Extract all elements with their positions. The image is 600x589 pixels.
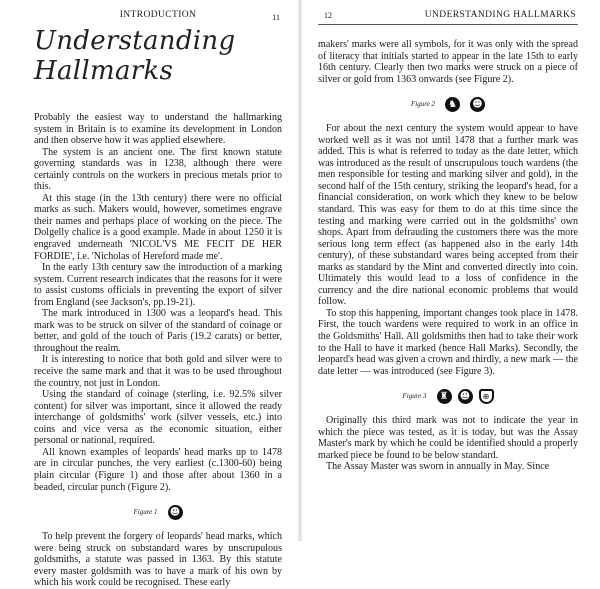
paragraph: It is interesting to notice that both gold and silver were to receive the same mark and that it was to be used throughout the country, not just in London. bbox=[34, 354, 282, 389]
page-number: 12 bbox=[324, 11, 332, 20]
paragraph: For about the next century the system would appear to have worked well as it was not until 1478 that a further mark was added. This is what is referred to today as the date letter, which was introduced as the result of unscrupulous touch wardens (the men responsible for testing and marking silver and gold), in the second half of the 15th century, striking the leopard's head, for a financial consideration, on work which they knew to be below standard. This was easy for them to do at this time since the testing and marking were carried out in the goldsmiths' own shops. Apart from defrauding the customers there was the more serious long term effect (as happened also in the early 14th century), of these substandard wares being accepted from their marks as standard by the Mint and converted directly into coin. Ultimately this would lead to a loss of confidence in the currency and the dire national economic problems that would follow. bbox=[318, 123, 578, 308]
figure-1 bbox=[34, 498, 282, 526]
paragraph: The Assay Master was sworn in annually in May. Since bbox=[326, 461, 550, 473]
running-head-right bbox=[318, 10, 578, 25]
paragraph: The mark introduced in 1300 was a leopard's head. This mark was to be struck on silver of the standard of coinage or better, and gold of the touch of Paris (19.2 carats) or better, throughout the realm. bbox=[34, 308, 282, 354]
paragraph: The system is an ancient one. The first known statute governing standards was in 1238, although there were certainly controls on the workers in precious metals prior to this. bbox=[34, 146, 282, 193]
left-page bbox=[0, 0, 296, 589]
paragraph: At this stage (in the 13th century) there were no official marks as such. Makers would, however, sometimes engrave their names and perhaps place of working on the piece. The Dolgelly chalice is a good example. Made in about 1250 it is engraved underneath 'NICOL'VS ME FECIT DE HER FORDIE', i.e. 'Nicholas of Hereford made me'. bbox=[34, 192, 282, 262]
maker-mark-icon: ♞ bbox=[445, 97, 460, 112]
date-letter-mark-icon: ⊕ bbox=[479, 389, 494, 404]
paragraph: To stop this happening, important changes took place in 1478. First, the touch wardens were required to work in an office in the Goldsmiths' Hall. All goldsmiths then had to take their work to the Hall to have it marked (hence Hall Marks). Secondly, the leopard's head was given a crown and thirdly, a new mark — the date letter — was introduced (see Figure 3). bbox=[318, 307, 578, 377]
figure-label: Figure 1 bbox=[133, 508, 158, 517]
paragraph: To help prevent the forgery of leopards' head marks, which were being struck on substandard wares by unscrupulous goldsmiths, a statute was passed in 1363. By this statute every master goldsmith was to have a mark of his own by which his work could be recognised. These early bbox=[34, 531, 282, 589]
paragraph: All known examples of leopards' head marks up to 1478 are in circular punches, the very earliest (c.1300-60) being plain circular (Figure 1) and those after about 1360 in a beaded, circular punch (Figure 2). bbox=[34, 446, 282, 493]
right-page bbox=[304, 0, 600, 541]
crowned-leopard-head-mark-icon: ☻ bbox=[458, 389, 473, 404]
page-number: 11 bbox=[272, 13, 280, 22]
figure-2 bbox=[318, 90, 578, 118]
leopard-head-mark-icon: ☻ bbox=[470, 97, 485, 112]
paragraph: In the early 13th century saw the introduction of a marking system. Current research indicates that the reasons for it were to assist customs officials in preventing the export of silver from England (see Jackson's, pp.19-21). bbox=[34, 262, 282, 308]
maker-mark-icon: ♜ bbox=[437, 389, 452, 404]
running-head-title: UNDERSTANDING HALLMARKS bbox=[424, 10, 576, 20]
figure-label: Figure 3 bbox=[402, 392, 427, 401]
chapter-title: Understanding Hallmarks bbox=[34, 26, 236, 86]
paragraph: Probably the easiest way to understand the hallmarking system in Britain is to examine its development in London and then observe how it was applied elsewhere. bbox=[34, 112, 282, 147]
paragraph: Originally this third mark was not to indicate the year in which the piece was tested, as it is today, but was the Assay Master's mark by which he could be identified should a properly marked piece be found to be below standard. bbox=[318, 415, 578, 461]
book-gutter bbox=[298, 0, 302, 541]
figure-3-marks bbox=[437, 389, 494, 404]
paragraph: makers' marks were all symbols, for it was only with the spread of literacy that initials started to appear in the late 15th to early 16th century. Clearly then two marks were struck on a piece of silver or gold from 1363 onwards (see Figure 2). bbox=[318, 39, 578, 85]
figure-label: Figure 2 bbox=[410, 100, 436, 109]
running-head-title: INTRODUCTION bbox=[119, 10, 197, 20]
running-head-left bbox=[34, 10, 282, 24]
figure-3 bbox=[318, 382, 578, 410]
paragraph: Using the standard of coinage (sterling, i.e. 92.5% silver content) for silver was important, since it allowed the ready interchange of goldsmiths' work (silver vessels, etc.) into coins and vice versa as the economic situation, either personal or national, required. bbox=[34, 389, 282, 447]
leopard-head-mark-icon: ☻ bbox=[168, 505, 183, 520]
